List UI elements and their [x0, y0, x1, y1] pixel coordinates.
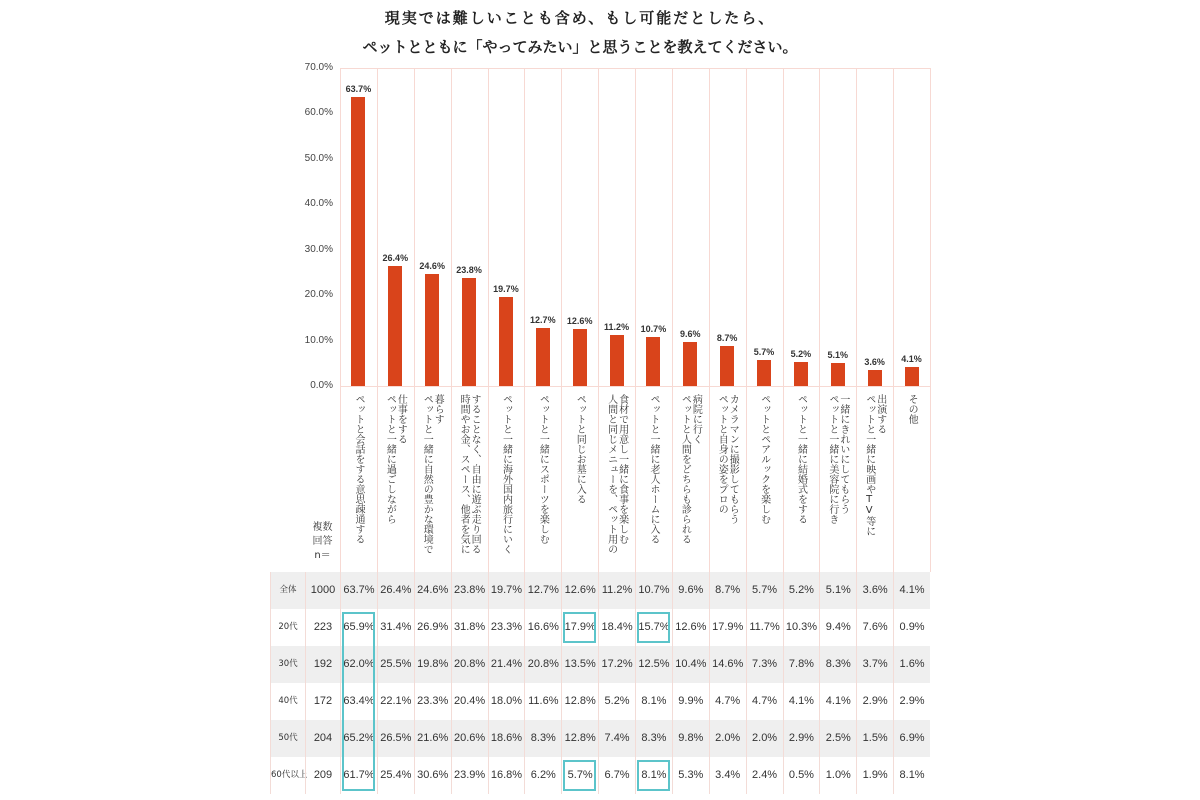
category-label-line: ペットと一緒に映画やTV等に — [863, 394, 875, 536]
category-label-line: 時間やお金、スペース、他者を気に — [458, 394, 470, 554]
table-cell: 3.4% — [709, 757, 746, 794]
table-cell: 61.7% — [340, 757, 377, 794]
bar — [425, 274, 439, 386]
category-label — [635, 394, 672, 544]
table-cell: 18.4% — [598, 609, 635, 646]
table-cell: 10.7% — [635, 572, 672, 609]
table-cell: 16.6% — [524, 609, 561, 646]
category-label-text — [906, 394, 917, 424]
table-cell: 5.2% — [783, 572, 820, 609]
category-label-line: その他 — [906, 394, 918, 424]
category-label-text — [353, 394, 364, 544]
table-cell: 11.6% — [524, 683, 561, 720]
table-cell: 19.8% — [414, 646, 451, 683]
y-tick-label: 40.0% — [304, 198, 333, 210]
table-cell: 30.6% — [414, 757, 451, 794]
y-tick-label: 0.0% — [310, 380, 333, 391]
bar-value-label: 24.6% — [419, 261, 445, 272]
table-cell: 25.4% — [377, 757, 414, 794]
table-cell: 1.9% — [856, 757, 893, 794]
bar — [388, 266, 402, 386]
table-cell: 6.2% — [524, 757, 561, 794]
category-label-line: 食材で用意し一緒に食事を楽しむ — [616, 394, 628, 544]
y-tick-label: 20.0% — [304, 289, 333, 301]
category-label — [561, 394, 598, 504]
bar-value-label: 8.7% — [716, 333, 738, 344]
bar — [351, 97, 365, 386]
table-cell: 4.7% — [709, 683, 746, 720]
category-label-line: ペットと一緒に美容院に行き — [826, 394, 838, 524]
bar — [757, 360, 771, 386]
table-cell: 65.2% — [340, 720, 377, 757]
category-label-text — [795, 394, 806, 524]
bar — [720, 346, 734, 386]
sample-size-header-line: 回答 — [312, 536, 333, 547]
table-cell: 12.7% — [524, 572, 561, 609]
category-label-line: ペットと一緒に結婚式をする — [795, 394, 807, 524]
table-cell: 7.4% — [598, 720, 635, 757]
category-label — [377, 394, 414, 524]
table-sample-size: 209 — [305, 757, 340, 794]
bar-value-label: 11.2% — [604, 322, 630, 333]
table-cell: 23.9% — [451, 757, 488, 794]
bar-value-label: 4.1% — [901, 354, 922, 365]
category-label-text — [537, 394, 548, 544]
table-cell: 21.4% — [488, 646, 525, 683]
category-label-text — [827, 394, 849, 524]
category-label-line: ペットと会話をする意思疎通する — [352, 394, 364, 544]
chart-title-line-1: 現実では難しいことも含め、もし可能だとしたら、 — [384, 9, 776, 27]
table-cell: 17.9% — [709, 609, 746, 646]
category-label-text — [759, 394, 770, 524]
table-cell: 6.9% — [893, 720, 930, 757]
table-cell: 10.3% — [783, 609, 820, 646]
table-cell: 65.9% — [340, 609, 377, 646]
table-cell: 5.1% — [819, 572, 856, 609]
category-label-text — [500, 394, 511, 554]
category-label-line: カメラマンに撮影してもらう — [727, 394, 739, 524]
table-cell: 26.5% — [377, 720, 414, 757]
table-cell: 8.1% — [635, 757, 672, 794]
table-cell: 0.5% — [783, 757, 820, 794]
sample-size-header — [305, 521, 340, 563]
table-cell: 63.7% — [340, 572, 377, 609]
table-sample-size: 172 — [305, 683, 340, 720]
table-cell: 4.1% — [819, 683, 856, 720]
table-cell: 12.6% — [561, 572, 598, 609]
category-label-line: することなく、自由に遊ぶ走り回る — [469, 394, 481, 554]
table-cell: 2.0% — [746, 720, 783, 757]
table-cell: 31.8% — [451, 609, 488, 646]
bar — [536, 328, 550, 386]
category-label-line: 人間と同じメニューを、ペット用の — [605, 394, 617, 554]
table-cell: 1.0% — [819, 757, 856, 794]
table-cell: 2.5% — [819, 720, 856, 757]
table-cell: 22.1% — [377, 683, 414, 720]
bar — [610, 335, 624, 386]
table-cell: 63.4% — [340, 683, 377, 720]
bar-value-label: 19.7% — [493, 283, 519, 294]
table-cell: 6.7% — [598, 757, 635, 794]
table-cell: 12.8% — [561, 683, 598, 720]
table-sample-size: 192 — [305, 646, 340, 683]
column-separator — [893, 68, 894, 572]
table-cell: 62.0% — [340, 646, 377, 683]
table-cell: 26.4% — [377, 572, 414, 609]
category-label-text — [864, 394, 886, 536]
bar-value-label: 3.6% — [864, 356, 885, 367]
category-label-text — [458, 394, 480, 554]
sample-size-header-line: 複数 — [312, 522, 333, 533]
highlight-box — [563, 612, 596, 643]
table-cell: 25.5% — [377, 646, 414, 683]
y-tick-label: 70.0% — [304, 62, 333, 73]
table-cell: 15.7% — [635, 609, 672, 646]
table-cell: 23.8% — [451, 572, 488, 609]
bar — [794, 362, 808, 386]
table-cell: 5.7% — [746, 572, 783, 609]
table-cell: 8.3% — [524, 720, 561, 757]
sample-size-header-line: n＝ — [314, 550, 331, 561]
bar-value-label: 5.7% — [753, 347, 775, 358]
bar — [683, 342, 697, 386]
table-cell: 7.6% — [856, 609, 893, 646]
category-label-text — [716, 394, 738, 524]
y-tick-label: 10.0% — [304, 334, 333, 346]
table-cell: 1.5% — [856, 720, 893, 757]
table-cell: 20.8% — [451, 646, 488, 683]
table-cell: 23.3% — [414, 683, 451, 720]
column-separator — [930, 68, 931, 572]
table-cell: 3.7% — [856, 646, 893, 683]
table-row-label: 60代以上 — [270, 757, 305, 794]
category-label — [893, 394, 930, 424]
bar-value-label: 5.2% — [790, 349, 812, 360]
category-label — [783, 394, 820, 524]
table-cell: 3.6% — [856, 572, 893, 609]
category-label-text — [648, 394, 659, 544]
table-cell: 8.1% — [893, 757, 930, 794]
table-cell: 9.6% — [672, 572, 709, 609]
table-cell: 2.0% — [709, 720, 746, 757]
table-cell: 11.2% — [598, 572, 635, 609]
table-cell: 4.7% — [746, 683, 783, 720]
highlight-box — [637, 612, 670, 643]
highlight-box — [342, 612, 375, 791]
table-cell: 20.8% — [524, 646, 561, 683]
bar-value-label: 9.6% — [680, 329, 701, 340]
category-label — [524, 394, 561, 544]
table-cell: 2.9% — [783, 720, 820, 757]
table-row-label: 50代 — [270, 720, 305, 757]
bar — [462, 278, 476, 386]
bar — [831, 363, 845, 386]
bar-value-label: 63.7% — [345, 83, 372, 94]
table-cell: 8.1% — [635, 683, 672, 720]
category-label — [709, 394, 746, 524]
category-label-line: 病院に行く — [690, 394, 702, 444]
bar — [573, 329, 587, 386]
table-cell: 12.8% — [561, 720, 598, 757]
table-cell: 26.9% — [414, 609, 451, 646]
category-label-line: ペットと一緒に自然の豊かな環境で — [421, 394, 433, 554]
category-label-line: ペットと自身の姿をプロの — [716, 394, 728, 514]
category-label-line: 出演する — [874, 394, 886, 434]
category-label-text — [679, 394, 701, 544]
table-cell: 18.0% — [488, 683, 525, 720]
table-cell: 12.6% — [672, 609, 709, 646]
category-label — [746, 394, 783, 524]
table-cell: 12.5% — [635, 646, 672, 683]
category-label-line: ペットと一緒に海外国内旅行にいく — [500, 394, 512, 554]
table-cell: 10.4% — [672, 646, 709, 683]
y-tick-label: 50.0% — [304, 152, 333, 164]
table-row-label: 30代 — [270, 646, 305, 683]
bar-value-label: 5.1% — [827, 349, 849, 360]
category-label-line: ペットと一緒にスポーツを楽しむ — [537, 394, 549, 544]
category-label-text — [421, 394, 443, 554]
table-sample-size: 204 — [305, 720, 340, 757]
table-cell: 13.5% — [561, 646, 598, 683]
bar-value-label: 12.7% — [530, 315, 556, 326]
category-label-text — [574, 394, 585, 504]
category-label-line: 仕事をする — [395, 394, 407, 444]
table-cell: 0.9% — [893, 609, 930, 646]
chart-title-line-2: ペットとともに「やってみたい」と思うことを教えてください。 — [362, 38, 798, 56]
table-sample-size: 1000 — [305, 572, 340, 609]
category-label-line: ペットと一緒に過ごしながら — [384, 394, 396, 524]
table-cell: 11.7% — [746, 609, 783, 646]
y-tick-label: 30.0% — [304, 243, 333, 255]
table-row-label: 40代 — [270, 683, 305, 720]
table-cell: 4.1% — [893, 572, 930, 609]
bar-value-label: 10.7% — [640, 324, 667, 335]
bar — [499, 297, 513, 386]
bar — [646, 337, 660, 386]
bar-value-label: 23.8% — [456, 264, 482, 275]
bar — [868, 370, 882, 386]
table-cell: 17.9% — [561, 609, 598, 646]
category-label — [819, 394, 856, 524]
table-cell: 1.6% — [893, 646, 930, 683]
category-label — [414, 394, 451, 554]
bar-value-label: 26.4% — [382, 253, 409, 264]
table-cell: 4.1% — [783, 683, 820, 720]
y-tick-label: 60.0% — [304, 107, 333, 119]
table-row-label: 20代 — [270, 609, 305, 646]
table-cell: 5.7% — [561, 757, 598, 794]
table-cell: 7.8% — [783, 646, 820, 683]
category-label — [672, 394, 709, 544]
table-cell: 2.9% — [893, 683, 930, 720]
category-label — [451, 394, 488, 554]
table-cell: 7.3% — [746, 646, 783, 683]
table-cell: 19.7% — [488, 572, 525, 609]
table-cell: 9.8% — [672, 720, 709, 757]
table-cell: 2.9% — [856, 683, 893, 720]
category-label-text — [606, 394, 628, 554]
table-cell: 16.8% — [488, 757, 525, 794]
table-cell: 5.3% — [672, 757, 709, 794]
category-label-line: ペットとペアルックを楽しむ — [758, 394, 770, 524]
category-label-line: ペットと同じお墓に入る — [574, 394, 586, 504]
table-row-label: 全体 — [270, 572, 305, 609]
bar — [905, 367, 919, 386]
table-cell: 2.4% — [746, 757, 783, 794]
table-cell: 5.2% — [598, 683, 635, 720]
table-cell: 17.2% — [598, 646, 635, 683]
highlight-box — [563, 760, 596, 791]
table-cell: 8.3% — [635, 720, 672, 757]
category-label-line: ペットと一緒に老人ホームに入る — [647, 394, 659, 544]
category-label — [340, 394, 377, 544]
table-cell: 21.6% — [414, 720, 451, 757]
category-label — [856, 394, 893, 536]
table-cell: 9.4% — [819, 609, 856, 646]
highlight-box — [637, 760, 670, 791]
category-label-line: 一緒にきれいにしてもらう — [837, 394, 849, 514]
table-cell: 9.9% — [672, 683, 709, 720]
table-cell: 14.6% — [709, 646, 746, 683]
table-cell: 23.3% — [488, 609, 525, 646]
table-cell: 20.6% — [451, 720, 488, 757]
table-cell: 18.6% — [488, 720, 525, 757]
table-cell: 24.6% — [414, 572, 451, 609]
bar-value-label: 12.6% — [566, 315, 593, 326]
category-label — [598, 394, 635, 554]
table-sample-size: 223 — [305, 609, 340, 646]
table-row — [270, 572, 930, 609]
table-cell: 31.4% — [377, 609, 414, 646]
category-label-text — [384, 394, 406, 524]
table-cell: 20.4% — [451, 683, 488, 720]
category-label — [488, 394, 525, 554]
table-cell: 8.7% — [709, 572, 746, 609]
table-cell: 8.3% — [819, 646, 856, 683]
category-label-line: 暮らす — [432, 394, 444, 424]
category-label-line: ペットと人間をどちらも診られる — [679, 394, 691, 544]
